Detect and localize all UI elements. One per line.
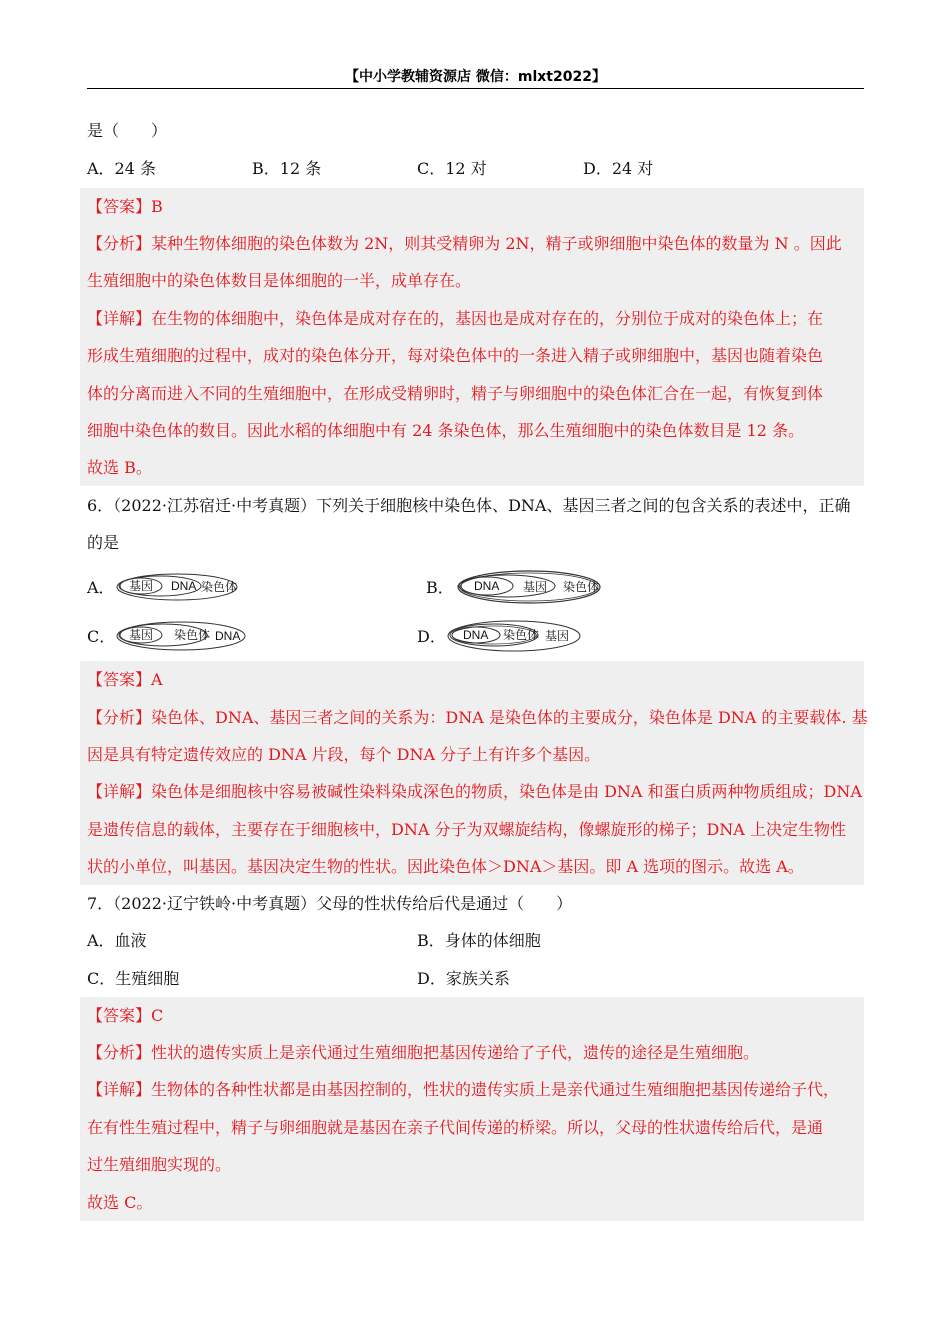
middle-label: 染色体 (174, 628, 211, 642)
middle-label: 染色体 (503, 628, 540, 642)
outer-label: 染色体 (563, 580, 600, 594)
q6-option-c-diagram (115, 619, 250, 653)
q7-stem: 7．（2022·辽宁铁岭·中考真题）父母的性状传给后代是通过（ ） (87, 894, 573, 913)
q5-detail-line: 细胞中染色体的数目。因此水稻的体细胞中有 24 条染色体，那么生殖细胞中的染色体数目是 12 条。 (87, 421, 805, 440)
outer-label: 基因 (545, 629, 570, 643)
q6-option-a-diagram (115, 570, 245, 604)
inner-label: 基因 (129, 628, 154, 642)
q6-option-d-diagram (446, 618, 586, 654)
q6-answer: 【答案】A (87, 670, 163, 689)
q6-answer-box (80, 661, 868, 885)
q6-detail-line: 状的小单位，叫基因。基因决定生物的性状。因此染色体＞DNA＞基因。即 A 选项的图示。故选 A。 (87, 857, 804, 876)
q7-option-b: B．身体的体细胞 (417, 931, 541, 950)
q7-option-d: D．家族关系 (417, 969, 510, 988)
q7-detail-line: 过生殖细胞实现的。 (87, 1155, 232, 1174)
q5-option-d: D．24 对 (583, 159, 654, 178)
outer-label: DNA (215, 629, 241, 643)
q5-detail-line: 【详解】在生物的体细胞中，染色体是成对存在的，基因也是成对存在的，分别位于成对的染色体上；在 (87, 309, 824, 328)
q5-analysis-line: 生殖细胞中的染色体数目是体细胞的一半，成单存在。 (87, 271, 472, 290)
q6-option-c-letter: C． (87, 627, 116, 646)
q6-analysis-line: 【分析】染色体、DNA、基因三者之间的关系为：DNA 是染色体的主要成分，染色体是 DNA 的主要载体. 基 (87, 708, 868, 727)
middle-label: DNA (171, 579, 197, 593)
q6-option-b-letter: B． (426, 578, 454, 597)
q6-option-d-letter: D． (417, 627, 446, 646)
q7-option-a: A．血液 (87, 931, 147, 950)
q7-detail-line: 在有性生殖过程中，精子与卵细胞就是基因在亲子代间传递的桥梁。所以，父母的性状遗传给后代，是通 (87, 1118, 824, 1137)
inner-label: DNA (474, 579, 500, 593)
q5-option-a: A．24 条 (87, 159, 157, 178)
q5-conclusion: 故选 B。 (87, 458, 152, 477)
inner-label: DNA (463, 628, 489, 642)
q6-option-a-letter: A． (87, 578, 115, 597)
page-header: 【中小学教辅资源店 微信：mlxt2022】 (345, 69, 606, 85)
q5-analysis-line: 【分析】某种生物体细胞的染色体数为 2N，则其受精卵为 2N，精子或卵细胞中染色体的数量为 N 。因此 (87, 234, 842, 253)
q6-option-b-diagram (455, 568, 607, 606)
q6-stem-line: 的是 (87, 533, 120, 552)
inner-label: 基因 (129, 579, 154, 593)
q7-answer-box (80, 997, 864, 1221)
q5-detail-line: 形成生殖细胞的过程中，成对的染色体分开，每对染色体中的一条进入精子或卵细胞中，基因也随着染色 (87, 346, 824, 365)
q7-detail-line: 【详解】生物体的各种性状都是由基因控制的，性状的遗传实质上是亲代通过生殖细胞把基因传递给子代， (87, 1080, 840, 1099)
middle-label: 基因 (523, 580, 548, 594)
q6-detail-line: 【详解】染色体是细胞核中容易被碱性染料染成深色的物质，染色体是由 DNA 和蛋白质两种物质组成；DNA (87, 782, 862, 801)
q7-conclusion: 故选 C。 (87, 1193, 153, 1212)
q7-option-c: C．生殖细胞 (87, 969, 180, 988)
outer-label: 染色体 (201, 580, 238, 594)
q5-stem-tail: 是（ ） (87, 121, 168, 140)
q5-answer: 【答案】B (87, 197, 163, 216)
q5-detail-line: 体的分离而进入不同的生殖细胞中，在形成受精卵时，精子与卵细胞中的染色体汇合在一起，有恢复到体 (87, 384, 824, 403)
q5-option-b: B．12 条 (252, 159, 322, 178)
q6-stem-line: 6．（2022·江苏宿迁·中考真题）下列关于细胞核中染色体、DNA、基因三者之间的包含关系的表述中，正确 (87, 496, 851, 515)
q6-analysis-line: 因是具有特定遗传效应的 DNA 片段，每个 DNA 分子上有许多个基因。 (87, 745, 601, 764)
q7-analysis: 【分析】性状的遗传实质上是亲代通过生殖细胞把基因传递给了子代，遗传的途径是生殖细胞。 (87, 1043, 760, 1062)
header-rule (87, 88, 864, 89)
q6-detail-line: 是遗传信息的载体，主要存在于细胞核中，DNA 分子为双螺旋结构，像螺旋形的梯子；DNA 上决定生物性 (87, 820, 846, 839)
q7-answer: 【答案】C (87, 1006, 164, 1025)
q5-option-c: C．12 对 (417, 159, 487, 178)
q5-answer-box (80, 188, 864, 486)
